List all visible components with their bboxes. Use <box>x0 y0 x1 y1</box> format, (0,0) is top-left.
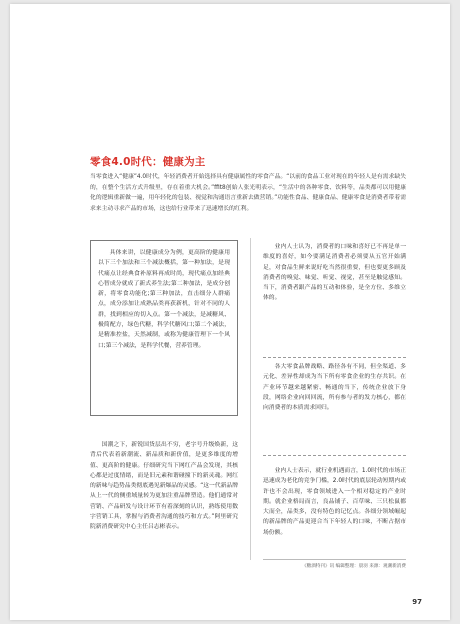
column-divider <box>250 238 251 560</box>
left-column <box>90 240 238 558</box>
right-text-2: 各大零食品牌战略、路径各有不同，但全渠道、多元化、差异性却成为当下所有零食企业的生存共识。在产业环节越来越紧密、畅通的当下，传统企业放下身段，网络企业向回回流，所有参与者的发力核心，都在向消费者的本质需求回归。 <box>263 364 406 412</box>
box-text: 具体来讲，以健康成分为例，更高阶的健康用以下三个加法和三个减法概括，第一种加法，是现代痛点让经典食补原料再成时尚，现代痛点加经典心智成分就成了新式养生法;第二种加法，是成分创新，将零食功能化;第三种加法，直击细分人群痛点，成分添加让成熟品类再获新机，针对不同的人群，找到相应的切入点。第一个减法，是减糖风、极简配方，绿色代糖，科学代糖风口;第二个减法，是精准控盐，天然减制，或称为健康管理下一个风口;第三个减法，是科学代餐，营养管理。 <box>98 250 230 349</box>
left-bottom-paragraph <box>90 430 238 558</box>
boxed-paragraph <box>90 240 238 416</box>
right-text-1: 业内人士认为，消费者的口味和喜好已不再是单一维度的喜好，如今要满足消费者必须要从五官开始满足，对食品生鲜来说好吃当然很重要，但也要更多顾及消费者的嗅觉、味觉、听觉、视觉，甚至是触觉感知。当下，消费者跟产品的互动和体验，是全方位、多维立体的。 <box>263 244 406 302</box>
article-heading: 零食4.0时代：健康为主 <box>90 156 206 168</box>
magazine-page <box>10 4 450 620</box>
intro-paragraph: 当零食进入“健康”4.0时代，年轻消费者开始选择具有健康属性的零食产品。“以前的食品工业对现在的年轻人是有需求缺失的，在整个生活方式升级里，存在着重大机会。”ffit8创始人张光明表示，“生活中的各种零食、饮料等，品类都可以用健康化的逻辑重新做一遍，用年轻化的包装、视觉和沟通语言重新去做营销。”功能性食品、健康食品、健康零食是消费者带着需求来主动寻求产品的市场，这也给行业带来了迅速增长的红利。 <box>90 174 406 212</box>
left-bottom-text: 国潮之下，新锐国货层出不穷，老字号升级焕新，这背后代表着新潮流、新品质和新价值，是更多维度的增值、更高阶的健康。仔细研究当下网红产品会发现，其核心都是过度情绪，而是旧元素和谐碰撞下的新灵魂。网红的新味与趋势品类彻底遇见新爆品的灵感。“这一代新品牌从上一代的侧重域量转为更加注重品牌塑造。他们通常对营销、产品研发与设计环节有着深刻的认识，熟练使用数字营销工具，掌握与消费者沟通的技巧和方式。”阿里研究院新消费研究中心主任吕志彬表示。 <box>90 442 238 531</box>
right-column <box>263 240 406 552</box>
right-paragraph-2 <box>263 358 406 456</box>
right-paragraph-3 <box>263 456 406 552</box>
right-paragraph-1 <box>263 240 406 358</box>
page-number: 97 <box>412 598 422 606</box>
source-caption: 《糖酒特刊》讯 编辑整理：晨羽 来源：观潮新消费 <box>263 559 406 569</box>
right-text-3: 业内人士表示，就行业机遇而言，1.0时代的市场正迅速成为老化的竞争门槛，2.0时代的底层轮动短期内或许也不会出现，零食领域进入一个相对稳定的产业时期。就企业格局而言，良品铺子、百草味、三只松鼠都大而全，品类多，没有特色的记忆点。各细分领域崛起的新品牌的产品更迎合当下年轻人的口味，不断占据市场份额。 <box>263 468 406 536</box>
